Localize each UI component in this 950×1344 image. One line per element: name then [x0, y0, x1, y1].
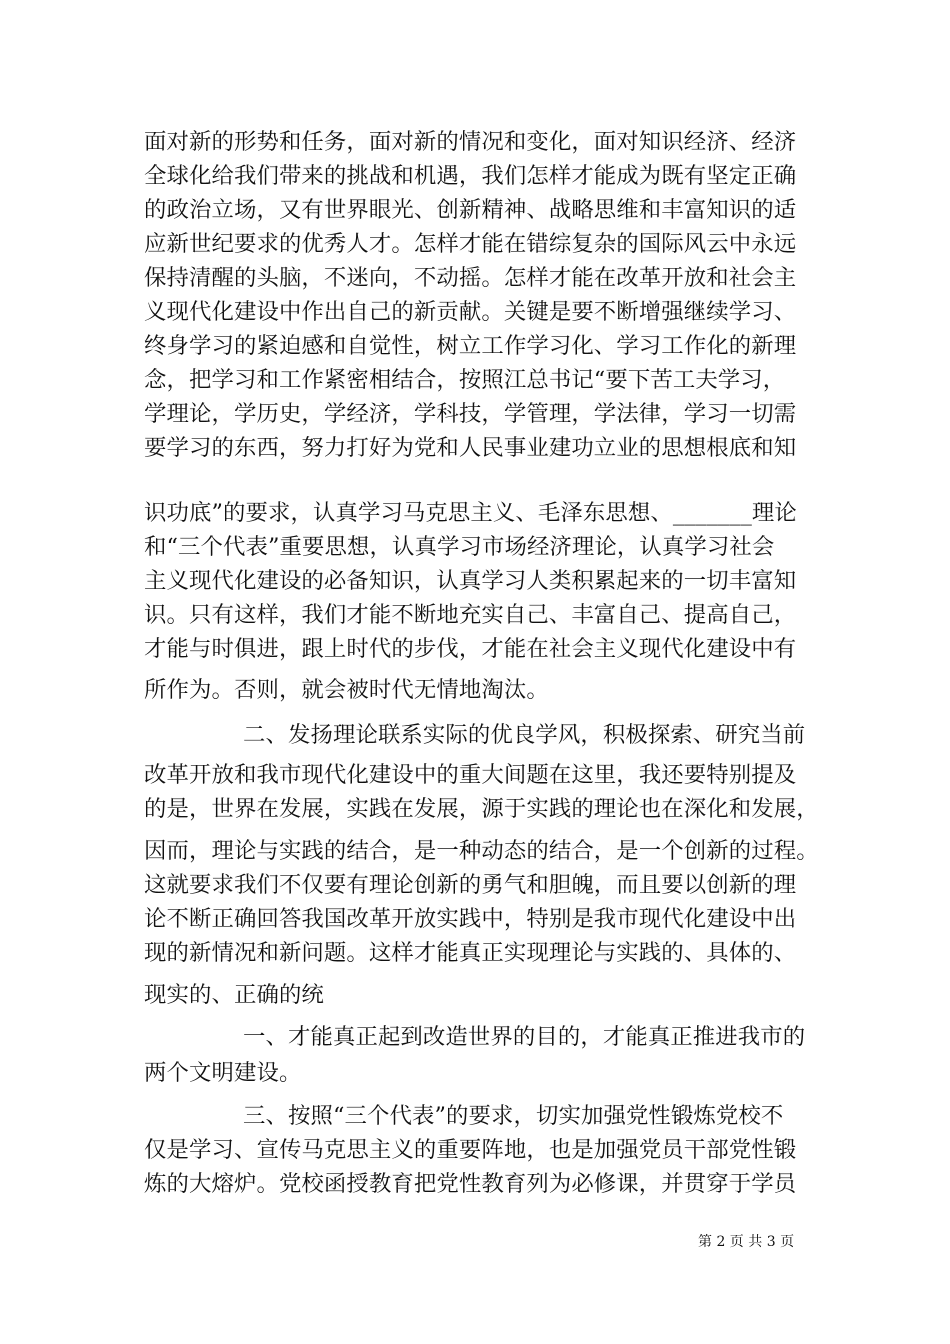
text-line: 义现代化建设中作出自己的新贡献。关键是要不断增强继续学习、 — [144, 299, 797, 325]
section-heading-line: 二、发扬理论联系实际的优良学风，积极探索、研究当前 — [243, 722, 806, 748]
text-line: 应新世纪要求的优秀人才。怎样才能在错综复杂的国际风云中永远 — [144, 231, 797, 257]
text-line: 改革开放和我市现代化建设中的重大间题在这里，我还要特别提及 — [144, 762, 797, 788]
text-line: 全球化给我们带来的挑战和机遇，我们怎样才能成为既有坚定正确 — [144, 163, 797, 189]
text-line: 和“三个代表”重要思想，认真学习市场经济理论，认真学习社会 — [144, 534, 775, 560]
text-line: 终身学习的紧迫感和自觉性，树立工作学习化、学习工作化的新理 — [144, 333, 797, 359]
text-line: 的政治立场，又有世界眼光、创新精神、战略思维和丰富知识的适 — [144, 197, 797, 223]
text-line: 保持清醒的头脑，不迷向，不动摇。怎样才能在改革开放和社会主 — [144, 265, 797, 291]
text-line: 识功底”的要求，认真学习马克思主义、毛泽东思想、_______理论 — [144, 500, 797, 526]
text-line: 两个文明建设。 — [144, 1060, 302, 1086]
text-line: 论不断正确回答我国改革开放实践中，特别是我市现代化建设中出 — [144, 906, 797, 932]
text-line: 所作为。否则，就会被时代无情地淘汰。 — [144, 677, 549, 703]
text-line: 面对新的形势和任务，面对新的情况和变化，面对知识经济、经济 — [144, 129, 797, 155]
text-line: 主义现代化建设的必备知识，认真学习人类积累起来的一切丰富知 — [144, 568, 797, 594]
page-number: 第 2 页 共 3 页 — [698, 1234, 795, 1250]
text-line: 要学习的东西，努力打好为党和人民事业建功立业的思想根底和知 — [144, 435, 797, 461]
text-line: 才能与时俱进，跟上时代的步伐，才能在社会主义现代化建设中有 — [144, 636, 797, 662]
text-line: 学理论，学历史，学经济，学科技，学管理，学法律，学习一切需 — [144, 401, 797, 427]
text-line: 现的新情况和新问题。这样才能真正实现理论与实践的、具体的、 — [144, 940, 797, 966]
text-line: 因而，理论与实践的结合，是一种动态的结合，是一个创新的过程。 — [144, 838, 819, 864]
text-line: 这就要求我们不仅要有理论创新的勇气和胆魄，而且要以创新的理 — [144, 872, 797, 898]
text-line: 识。只有这样，我们才能不断地充实自己、丰富自己、提高自己， — [144, 602, 797, 628]
section-heading-line: 三、按照“三个代表”的要求，切实加强党性锻炼党校不 — [243, 1103, 784, 1129]
text-line: 的是，世界在发展，实践在发展，源于实践的理论也在深化和发展， — [144, 796, 819, 822]
text-line: 仅是学习、宣传马克思主义的重要阵地，也是加强党员干部党性锻 — [144, 1137, 797, 1163]
text-line: 念，把学习和工作紧密相结合，按照江总书记“要下苦工夫学习， — [144, 367, 786, 393]
text-line: 炼的大熔炉。党校函授教育把党性教育列为必修课，并贯穿于学员 — [144, 1171, 797, 1197]
text-line: 现实的、正确的统 — [144, 982, 324, 1008]
section-heading-line: 一、才能真正起到改造世界的目的，才能真正推进我市的 — [243, 1024, 806, 1050]
